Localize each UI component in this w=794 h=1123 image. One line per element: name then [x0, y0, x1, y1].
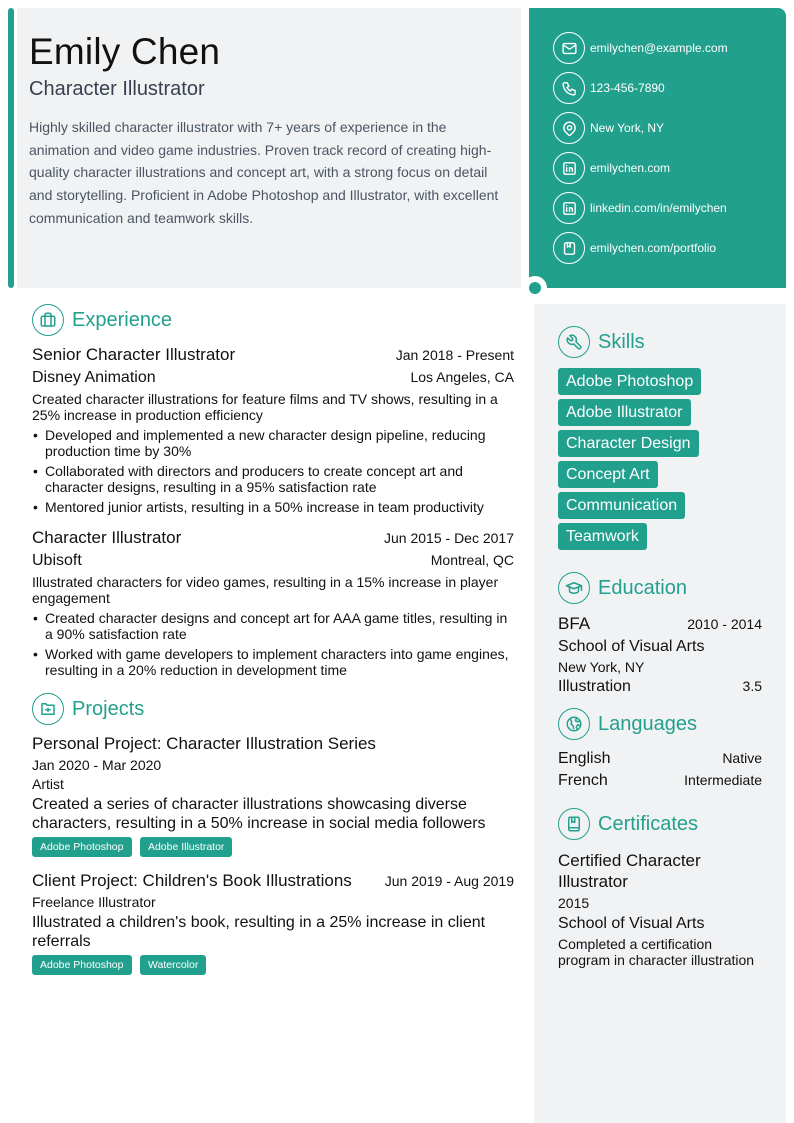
- globe-icon: [558, 708, 590, 740]
- project-tag: Adobe Illustrator: [140, 837, 232, 857]
- education-gpa: 3.5: [742, 678, 762, 694]
- job-date: Jun 2015 - Dec 2017: [384, 530, 514, 546]
- contact-portfolio[interactable]: [553, 232, 786, 264]
- graduation-cap-icon: [558, 572, 590, 604]
- skills-title: Skills: [598, 330, 645, 353]
- sidebar: [534, 304, 786, 1123]
- job-entry: [32, 528, 514, 678]
- job-bullet: • Collaborated with directors and producers to create concept art and character designs, resulting in a 95% satisfaction rate: [32, 463, 514, 495]
- portfolio-icon: [553, 232, 585, 264]
- job-title: Senior Character Illustrator: [32, 345, 236, 364]
- certificate-year: 2015: [558, 895, 590, 911]
- experience-title: Experience: [72, 308, 173, 331]
- project-role: Artist: [32, 776, 64, 792]
- language-name: English: [558, 750, 611, 767]
- contact-panel: [529, 8, 786, 288]
- job-bullet: • Worked with game developers to implement characters into game engines, resulting in a 20% reduction in development time: [32, 646, 514, 678]
- skill-chip: Adobe Illustrator: [558, 399, 691, 426]
- certificate-entry: [558, 850, 762, 968]
- job-date: Jan 2018 - Present: [395, 347, 514, 363]
- project-tags: [32, 955, 514, 975]
- job-description: Created character illustrations for feature films and TV shows, resulting in a 25% increase in production efficiency: [32, 391, 498, 423]
- project-date: Jun 2019 - Aug 2019: [384, 873, 514, 889]
- contact-linkedin-text: linkedin.com/in/emilychen: [590, 201, 727, 215]
- contact-phone-text: 123-456-7890: [590, 81, 665, 95]
- contact-email[interactable]: [553, 32, 786, 64]
- job-company: Disney Animation: [32, 369, 156, 386]
- project-tag: Watercolor: [140, 955, 206, 975]
- project-role: Freelance Illustrator: [32, 894, 156, 910]
- education-location: New York, NY: [558, 659, 645, 675]
- project-date: Jan 2020 - Mar 2020: [32, 757, 162, 773]
- decorative-dot: [529, 282, 541, 294]
- skill-chip: Concept Art: [558, 461, 658, 488]
- education-degree: BFA: [558, 614, 591, 633]
- job-location: Los Angeles, CA: [410, 369, 514, 385]
- education-years: 2010 - 2014: [687, 616, 762, 632]
- job-bullet: • Mentored junior artists, resulting in a 50% increase in team productivity: [32, 499, 514, 515]
- language-level: Intermediate: [684, 772, 762, 788]
- education-school: School of Visual Arts: [558, 638, 705, 655]
- project-title: Client Project: Children's Book Illustrations: [32, 871, 352, 890]
- skills-header: [558, 326, 762, 358]
- language-row: [558, 750, 762, 768]
- projects-title: Projects: [72, 697, 145, 720]
- certificates-title: Certificates: [598, 812, 699, 835]
- job-bullet: • Created character designs and concept art for AAA game titles, resulting in a 90% satisfaction rate: [32, 610, 514, 642]
- job-bullets: [32, 427, 514, 515]
- skills-list: [558, 368, 762, 554]
- wrench-icon: [558, 326, 590, 358]
- contact-location-text: New York, NY: [590, 121, 665, 135]
- job-description: Illustrated characters for video games, resulting in a 15% increase in player engagement: [32, 574, 499, 606]
- linkedin-icon: [553, 152, 585, 184]
- candidate-name: Emily Chen: [29, 31, 221, 72]
- header-summary-panel: [17, 8, 521, 288]
- job-title: Character Illustrator: [32, 528, 182, 547]
- education-entry: [558, 614, 762, 696]
- job-company: Ubisoft: [32, 552, 82, 569]
- skill-chip: Communication: [558, 492, 685, 519]
- education-header: [558, 572, 762, 604]
- contact-website[interactable]: [553, 152, 786, 184]
- certificate-issuer: School of Visual Arts: [558, 915, 705, 932]
- certificate-description: Completed a certification program in character illustration: [558, 936, 755, 968]
- languages-header: [558, 708, 762, 740]
- main-column: [32, 304, 514, 975]
- certificate-name: Certified Character Illustrator: [558, 851, 701, 891]
- contact-portfolio-text: emilychen.com/portfolio: [590, 241, 717, 255]
- job-location: Montreal, QC: [430, 552, 514, 568]
- project-description: Illustrated a children's book, resulting in a 25% increase in client referrals: [32, 914, 486, 950]
- phone-icon: [553, 72, 585, 104]
- candidate-role: Character Illustrator: [29, 78, 205, 100]
- project-entry: [32, 871, 514, 975]
- job-entry: [32, 345, 514, 515]
- project-tags: [32, 837, 514, 857]
- project-tag: Adobe Photoshop: [32, 837, 132, 857]
- project-tag: Adobe Photoshop: [32, 955, 132, 975]
- language-name: French: [558, 772, 608, 789]
- education-title: Education: [598, 576, 687, 599]
- language-row: [558, 772, 762, 790]
- contact-linkedin[interactable]: [553, 192, 786, 224]
- certificates-header: [558, 808, 762, 840]
- skill-chip: Character Design: [558, 430, 699, 457]
- language-level: Native: [722, 750, 762, 766]
- languages-title: Languages: [598, 712, 697, 735]
- email-icon: [553, 32, 585, 64]
- projects-header: [32, 693, 514, 725]
- linkedin-icon: [553, 192, 585, 224]
- project-description: Created a series of character illustrations showcasing diverse characters, resulting in a 50% increase in social media followers: [32, 796, 486, 832]
- contact-website-text: emilychen.com: [590, 161, 671, 175]
- education-field: Illustration: [558, 678, 631, 695]
- languages-list: [558, 750, 762, 790]
- folder-icon: [32, 693, 64, 725]
- certificate-book-icon: [558, 808, 590, 840]
- project-entry: [32, 734, 514, 857]
- project-title: Personal Project: Character Illustration Series: [32, 734, 376, 753]
- briefcase-icon: [32, 304, 64, 336]
- skill-chip: Adobe Photoshop: [558, 368, 701, 395]
- job-bullets: [32, 610, 514, 678]
- summary-text: Highly skilled character illustrator with 7+ years of experience in the animation and video game industries. Proven track record of creating high-quality character illustrations and concept art, with a strong focus on detail and storytelling. Proficient in Adobe Photoshop and Illustrator, with excellent communication and teamwork skills.: [29, 119, 499, 226]
- contact-email-text: emilychen@example.com: [590, 41, 728, 55]
- header-accent-bar: [8, 8, 14, 288]
- location-pin-icon: [553, 112, 585, 144]
- skill-chip: Teamwork: [558, 523, 647, 550]
- experience-header: [32, 304, 514, 336]
- contact-phone[interactable]: [553, 72, 786, 104]
- job-bullet: • Developed and implemented a new character design pipeline, reducing production time by 30%: [32, 427, 514, 459]
- contact-location: [553, 112, 786, 144]
